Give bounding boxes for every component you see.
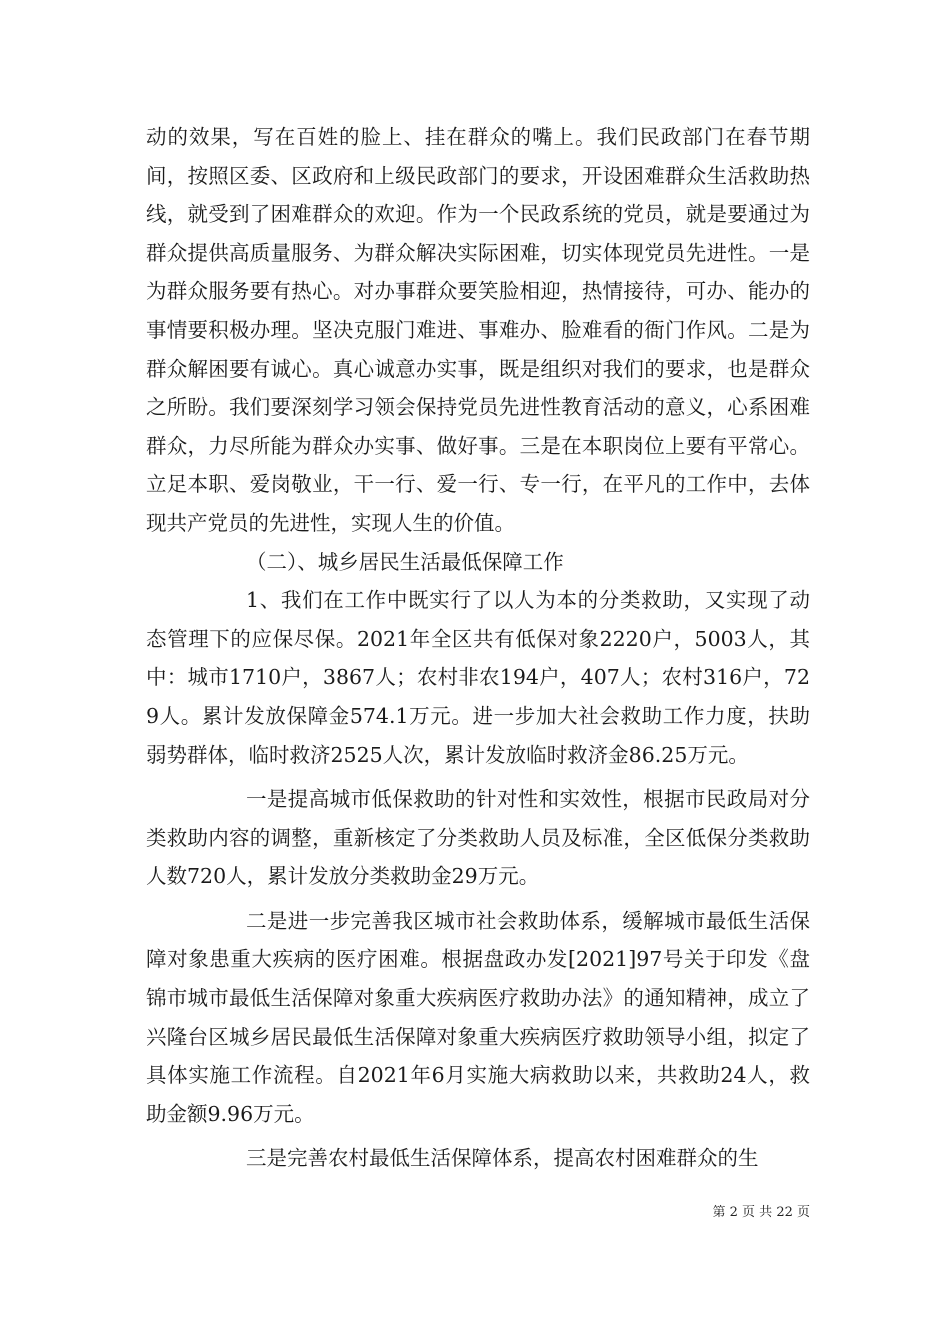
body-paragraph: 三是完善农村最低生活保障体系，提高农村困难群众的生 bbox=[246, 1146, 759, 1171]
body-paragraph: 动的效果，写在百姓的脸上、挂在群众的嘴上。我们民政部门在春节期间，按照区委、区政府和上级民政部门的要求，开设困难群众生活救助热线，就受到了困难群众的欢迎。作为一个民政系统的党员，就是要通过为群众提供高质量服务、为群众解决实际困难，切实体现党员先进性。一是为群众服务要有热心。对办事群众要笑脸相迎，热情接待，可办、能办的事情要积极办理。坚决克服门难进、事难办、脸难看的衙门作风。二是为群众解困要有诚心。真心诚意办实事，既是组织对我们的要求，也是群众之所盼。我们要深刻学习领会保持党员先进性教育活动的意义，心系困难群众，力尽所能为群众办实事、做好事。三是在本职岗位上要有平常心。立足本职、爱岗敬业，干一行、爱一行、专一行，在平凡的工作中，去体现共产党员的先进性，实现人生的价值。 bbox=[146, 125, 810, 535]
document-body bbox=[146, 118, 810, 1178]
section-heading: （二）、城乡居民生活最低保障工作 bbox=[246, 549, 564, 574]
body-paragraph: 1、我们在工作中既实行了以人为本的分类救助，又实现了动态管理下的应保尽保。2021年全区共有低保对象2220户，5003人，其中：城市1710户，3867人；农村非农194户，407人；农村316户，729人。累计发放保障金574.1万元。进一步加大社会救助工作力度，扶助弱势群体，临时救济2525人次，累计发放临时救济金86.25万元。 bbox=[146, 588, 810, 767]
body-paragraph: 二是进一步完善我区城市社会救助体系，缓解城市最低生活保障对象患重大疾病的医疗困难。根据盘政办发[2021]97号关于印发《盘锦市城市最低生活保障对象重大疾病医疗救助办法》的通知精神，成立了兴隆台区城乡居民最低生活保障对象重大疾病医疗救助领导小组，拟定了具体实施工作流程。自2021年6月实施大病救助以来，共救助24人，救助金额9.96万元。 bbox=[146, 908, 810, 1126]
page-number-footer: 第 2 页 共 22 页 bbox=[712, 1205, 810, 1220]
body-paragraph: 一是提高城市低保救助的针对性和实效性，根据市民政局对分类救助内容的调整，重新核定了分类救助人员及标准，全区低保分类救助人数720人，累计发放分类救助金29万元。 bbox=[146, 787, 810, 889]
